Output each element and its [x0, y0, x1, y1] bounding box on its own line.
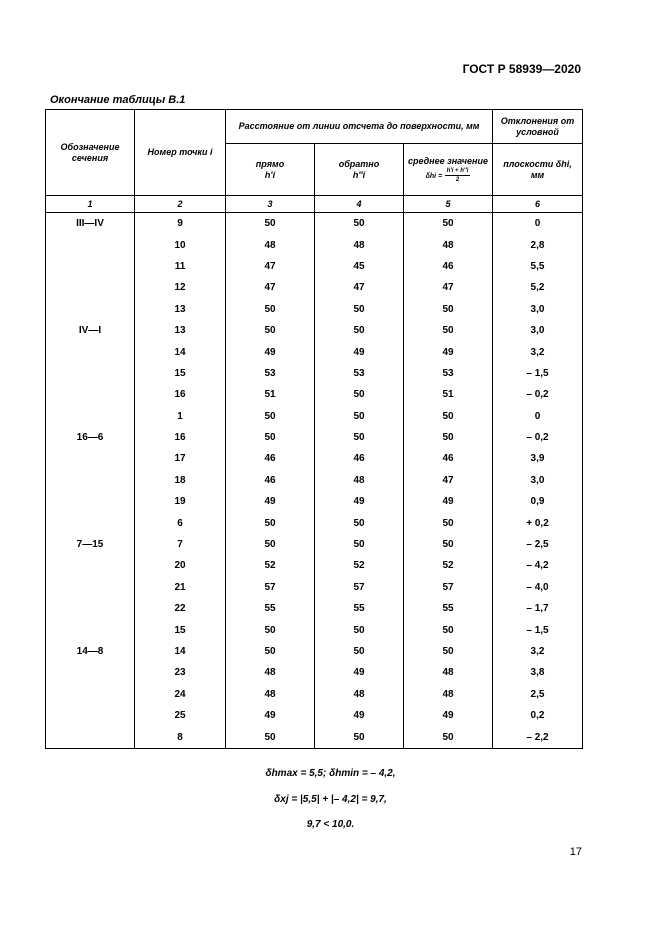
cell-reverse: 48 [315, 234, 404, 255]
table-row [46, 341, 583, 362]
cell-mean: 49 [404, 491, 493, 512]
formula-comparison: 9,7 < 10,0. [306, 819, 355, 830]
cell-mean: 49 [404, 341, 493, 362]
column-number: 5 [404, 196, 493, 213]
cell-section [46, 577, 135, 598]
header-reverse-symbol: h″i [352, 169, 366, 180]
cell-section [46, 512, 135, 533]
cell-deviation: 2,5 [493, 684, 583, 705]
cell-reverse: 46 [315, 448, 404, 469]
header-mean [404, 144, 493, 196]
cell-point: 24 [135, 684, 226, 705]
cell-direct: 50 [226, 534, 315, 555]
table-row [46, 598, 583, 619]
cell-section [46, 726, 135, 748]
cell-deviation: – 1,5 [493, 363, 583, 384]
cell-mean: 50 [404, 641, 493, 662]
mean-formula-bottom: 2 [455, 176, 460, 183]
cell-reverse: 49 [315, 662, 404, 683]
cell-deviation: – 4,2 [493, 555, 583, 576]
cell-reverse: 49 [315, 341, 404, 362]
cell-mean: 55 [404, 598, 493, 619]
table-row [46, 705, 583, 726]
cell-point: 1 [135, 406, 226, 427]
cell-reverse: 50 [315, 384, 404, 405]
cell-section [46, 619, 135, 640]
cell-section: 16—6 [46, 427, 135, 448]
measurement-table [45, 109, 583, 749]
cell-direct: 51 [226, 384, 315, 405]
cell-reverse: 50 [315, 406, 404, 427]
cell-point: 16 [135, 427, 226, 448]
cell-reverse: 50 [315, 641, 404, 662]
cell-deviation: 3,2 [493, 641, 583, 662]
table-row [46, 577, 583, 598]
table-row [46, 534, 583, 555]
cell-reverse: 50 [315, 534, 404, 555]
header-direct [226, 144, 315, 196]
cell-deviation: – 0,2 [493, 384, 583, 405]
cell-point: 15 [135, 619, 226, 640]
table-row [46, 619, 583, 640]
cell-direct: 52 [226, 555, 315, 576]
cell-reverse: 48 [315, 684, 404, 705]
cell-point: 12 [135, 277, 226, 298]
cell-point: 16 [135, 384, 226, 405]
cell-deviation: 0 [493, 213, 583, 235]
header-mean-label: среднее значение [407, 155, 488, 166]
cell-deviation: 3,0 [493, 470, 583, 491]
table-row [46, 384, 583, 405]
cell-direct: 49 [226, 491, 315, 512]
header-deviation-group: Отклонения от условной [493, 110, 583, 144]
table-row [46, 320, 583, 341]
formula-sum: δxj = |5,5| + |– 4,2| = 9,7, [274, 794, 387, 805]
header-mean-formula [404, 167, 492, 184]
cell-reverse: 52 [315, 555, 404, 576]
cell-section [46, 363, 135, 384]
cell-direct: 50 [226, 512, 315, 533]
cell-section [46, 470, 135, 491]
cell-deviation: 0,2 [493, 705, 583, 726]
cell-reverse: 49 [315, 491, 404, 512]
cell-mean: 50 [404, 299, 493, 320]
formula-extremes: δhmax = 5,5; δhmin = – 4,2, [265, 768, 396, 779]
table-row [46, 213, 583, 235]
table-row [46, 427, 583, 448]
cell-deviation: 5,5 [493, 256, 583, 277]
cell-deviation: 3,0 [493, 299, 583, 320]
mean-formula-left: δhi = [425, 172, 443, 180]
cell-reverse: 50 [315, 299, 404, 320]
table-row [46, 684, 583, 705]
cell-mean: 48 [404, 684, 493, 705]
cell-deviation: 3,8 [493, 662, 583, 683]
table-row [46, 555, 583, 576]
cell-section [46, 491, 135, 512]
table-row [46, 299, 583, 320]
cell-deviation: 3,9 [493, 448, 583, 469]
cell-deviation: – 2,5 [493, 534, 583, 555]
cell-point: 14 [135, 641, 226, 662]
cell-direct: 57 [226, 577, 315, 598]
cell-deviation: – 1,7 [493, 598, 583, 619]
cell-point: 18 [135, 470, 226, 491]
cell-direct: 50 [226, 299, 315, 320]
column-number: 6 [493, 196, 583, 213]
cell-mean: 50 [404, 406, 493, 427]
cell-point: 11 [135, 256, 226, 277]
cell-mean: 53 [404, 363, 493, 384]
cell-point: 10 [135, 234, 226, 255]
cell-direct: 48 [226, 234, 315, 255]
cell-point: 25 [135, 705, 226, 726]
header-reverse [315, 144, 404, 196]
cell-direct: 49 [226, 705, 315, 726]
cell-direct: 46 [226, 470, 315, 491]
cell-point: 15 [135, 363, 226, 384]
cell-deviation: 0,9 [493, 491, 583, 512]
cell-reverse: 50 [315, 320, 404, 341]
cell-point: 20 [135, 555, 226, 576]
cell-point: 9 [135, 213, 226, 235]
cell-deviation: – 4,0 [493, 577, 583, 598]
cell-direct: 48 [226, 662, 315, 683]
cell-point: 19 [135, 491, 226, 512]
cell-point: 17 [135, 448, 226, 469]
cell-mean: 48 [404, 234, 493, 255]
header-direct-symbol: h′i [264, 169, 276, 180]
cell-direct: 47 [226, 256, 315, 277]
cell-section [46, 406, 135, 427]
cell-point: 13 [135, 299, 226, 320]
cell-point: 23 [135, 662, 226, 683]
cell-deviation: 0 [493, 406, 583, 427]
column-number: 1 [46, 196, 135, 213]
column-number: 2 [135, 196, 226, 213]
cell-reverse: 50 [315, 726, 404, 748]
cell-deviation: + 0,2 [493, 512, 583, 533]
cell-deviation: 3,0 [493, 320, 583, 341]
cell-direct: 55 [226, 598, 315, 619]
header-reverse-label: обратно [338, 158, 380, 169]
cell-mean: 50 [404, 512, 493, 533]
cell-point: 22 [135, 598, 226, 619]
cell-reverse: 50 [315, 213, 404, 235]
cell-section: 14—8 [46, 641, 135, 662]
table-row [46, 277, 583, 298]
cell-section [46, 662, 135, 683]
cell-point: 13 [135, 320, 226, 341]
cell-direct: 50 [226, 641, 315, 662]
cell-mean: 50 [404, 619, 493, 640]
table-row [46, 491, 583, 512]
table-row [46, 448, 583, 469]
cell-section: 7—15 [46, 534, 135, 555]
header-distance-group: Расстояние от линии отсчета до поверхности, мм [226, 110, 493, 144]
cell-direct: 50 [226, 427, 315, 448]
header-plane-unit: мм [530, 169, 545, 180]
cell-deviation: 2,8 [493, 234, 583, 255]
cell-mean: 48 [404, 662, 493, 683]
column-number: 3 [226, 196, 315, 213]
cell-reverse: 50 [315, 619, 404, 640]
header-plane-label: плоскости δhi, [503, 158, 572, 169]
cell-deviation: 5,2 [493, 277, 583, 298]
cell-point: 7 [135, 534, 226, 555]
cell-direct: 46 [226, 448, 315, 469]
cell-reverse: 48 [315, 470, 404, 491]
cell-reverse: 50 [315, 512, 404, 533]
table-row [46, 512, 583, 533]
cell-deviation: – 1,5 [493, 619, 583, 640]
cell-reverse: 53 [315, 363, 404, 384]
header-section: Обозначение сечения [46, 110, 135, 196]
mean-formula-fraction [445, 167, 471, 184]
table-row [46, 641, 583, 662]
cell-section [46, 448, 135, 469]
cell-point: 21 [135, 577, 226, 598]
cell-section [46, 277, 135, 298]
standard-designation: ГОСТ Р 58939—2020 [462, 62, 581, 76]
cell-reverse: 49 [315, 705, 404, 726]
cell-direct: 49 [226, 341, 315, 362]
cell-section [46, 705, 135, 726]
cell-direct: 50 [226, 320, 315, 341]
table-row [46, 406, 583, 427]
cell-deviation: 3,2 [493, 341, 583, 362]
header-plane [493, 144, 583, 196]
cell-direct: 47 [226, 277, 315, 298]
cell-point: 14 [135, 341, 226, 362]
cell-mean: 52 [404, 555, 493, 576]
table-row [46, 662, 583, 683]
table-row [46, 470, 583, 491]
table-row [46, 234, 583, 255]
cell-direct: 53 [226, 363, 315, 384]
table-row [46, 256, 583, 277]
cell-reverse: 45 [315, 256, 404, 277]
cell-direct: 48 [226, 684, 315, 705]
cell-section [46, 341, 135, 362]
cell-section [46, 555, 135, 576]
mean-formula-top: h′i + h″i [446, 167, 469, 174]
header-point: Номер точки i [135, 110, 226, 196]
cell-mean: 50 [404, 213, 493, 235]
cell-point: 6 [135, 512, 226, 533]
cell-mean: 49 [404, 705, 493, 726]
cell-deviation: – 2,2 [493, 726, 583, 748]
cell-mean: 50 [404, 320, 493, 341]
cell-direct: 50 [226, 726, 315, 748]
cell-reverse: 47 [315, 277, 404, 298]
cell-mean: 46 [404, 448, 493, 469]
cell-section [46, 598, 135, 619]
cell-section [46, 384, 135, 405]
cell-reverse: 57 [315, 577, 404, 598]
table-row [46, 363, 583, 384]
cell-section: III—IV [46, 213, 135, 235]
cell-reverse: 50 [315, 427, 404, 448]
cell-mean: 50 [404, 534, 493, 555]
cell-mean: 47 [404, 470, 493, 491]
cell-direct: 50 [226, 213, 315, 235]
cell-mean: 46 [404, 256, 493, 277]
cell-reverse: 55 [315, 598, 404, 619]
cell-mean: 47 [404, 277, 493, 298]
cell-deviation: – 0,2 [493, 427, 583, 448]
cell-mean: 57 [404, 577, 493, 598]
cell-section [46, 234, 135, 255]
cell-mean: 50 [404, 427, 493, 448]
cell-point: 8 [135, 726, 226, 748]
cell-section [46, 256, 135, 277]
column-number: 4 [315, 196, 404, 213]
cell-direct: 50 [226, 406, 315, 427]
cell-section [46, 299, 135, 320]
table-row [46, 726, 583, 748]
table-caption: Окончание таблицы В.1 [50, 94, 186, 106]
page-number: 17 [569, 846, 582, 858]
cell-mean: 50 [404, 726, 493, 748]
cell-mean: 51 [404, 384, 493, 405]
header-direct-label: прямо [255, 158, 285, 169]
cell-section: IV—I [46, 320, 135, 341]
cell-direct: 50 [226, 619, 315, 640]
cell-section [46, 684, 135, 705]
